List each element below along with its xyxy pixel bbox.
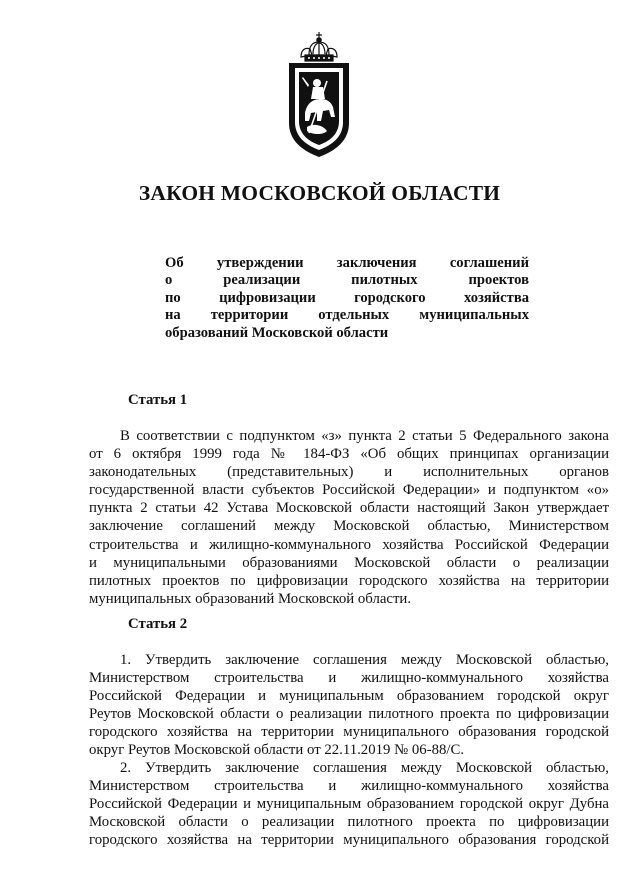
subject-line: образований Московской области bbox=[165, 324, 389, 341]
text-line: Российской Федерации и муниципальным образованием городской округ bbox=[89, 688, 609, 705]
shield-icon bbox=[289, 63, 349, 157]
article-1-text bbox=[89, 427, 609, 608]
text-line: Министерством строительства и жилищно-коммунального хозяйства bbox=[89, 778, 609, 795]
text-line: В соответствии с подпунктом «з» пункта 2 статьи 5 Федерального закона bbox=[120, 428, 609, 444]
subject-line: на территории отдельных муниципальных bbox=[165, 307, 529, 324]
text-line: пункта 2 статьи 42 Устава Московской области настоящий Закон утверждает bbox=[89, 500, 609, 517]
text-line: Реутов Московской области о реализации пилотного проекта по цифровизации bbox=[89, 706, 609, 723]
subject-line: о реализации пилотных проектов bbox=[165, 272, 529, 289]
text-line: Министерством строительства и жилищно-коммунального хозяйства bbox=[89, 670, 609, 687]
text-line: от 6 октября 1999 года № 184-ФЗ «Об общих принципах организации bbox=[89, 446, 609, 463]
law-title: ЗАКОН МОСКОВСКОЙ ОБЛАСТИ bbox=[138, 181, 501, 205]
text-line: городского хозяйства на территории муниципального образования городской bbox=[89, 724, 609, 741]
law-subject bbox=[165, 255, 529, 342]
text-line: округ Реутов Московской области от 22.11.2019 № 06-88/С. bbox=[89, 742, 465, 759]
text-line: муниципальных образований Московской области. bbox=[89, 590, 412, 607]
subject-line: по цифровизации городского хозяйства bbox=[165, 289, 529, 306]
text-line: государственной власти субъектов Российской Федерации» и подпунктом «о» bbox=[89, 482, 609, 499]
article-2-item-2 bbox=[89, 759, 609, 849]
subject-line: Об утверждении заключения соглашений bbox=[165, 255, 529, 271]
article-1-heading: Статья 1 bbox=[128, 392, 188, 408]
text-line: и муниципальными образованиями Московской области о реализации bbox=[89, 554, 609, 571]
text-line: заключение соглашений между Московской областью, Министерством bbox=[89, 518, 609, 535]
text-line: 2. Утвердить заключение соглашения между Московской областью, bbox=[120, 760, 609, 776]
text-line: Российской Федерации и муниципальным образованием городской округ Дубна bbox=[89, 796, 609, 813]
article-2-heading: Статья 2 bbox=[128, 616, 188, 632]
text-line: городского хозяйства на территории муниципального образования городской bbox=[89, 832, 609, 849]
article-2-item-1 bbox=[89, 651, 609, 760]
coat-of-arms-emblem bbox=[283, 31, 355, 161]
text-line: Московской области о реализации пилотного проекта по цифровизации bbox=[89, 814, 609, 831]
crown-icon bbox=[301, 32, 337, 61]
text-line: строительства и жилищно-коммунального хозяйства Российской Федерации bbox=[89, 536, 609, 553]
text-line: законодательных (представительных) и исполнительных органов bbox=[89, 464, 609, 481]
text-line: 1. Утвердить заключение соглашения между Московской областью, bbox=[120, 652, 609, 668]
text-line: пилотных проектов по цифровизации городского хозяйства на территории bbox=[89, 572, 609, 589]
